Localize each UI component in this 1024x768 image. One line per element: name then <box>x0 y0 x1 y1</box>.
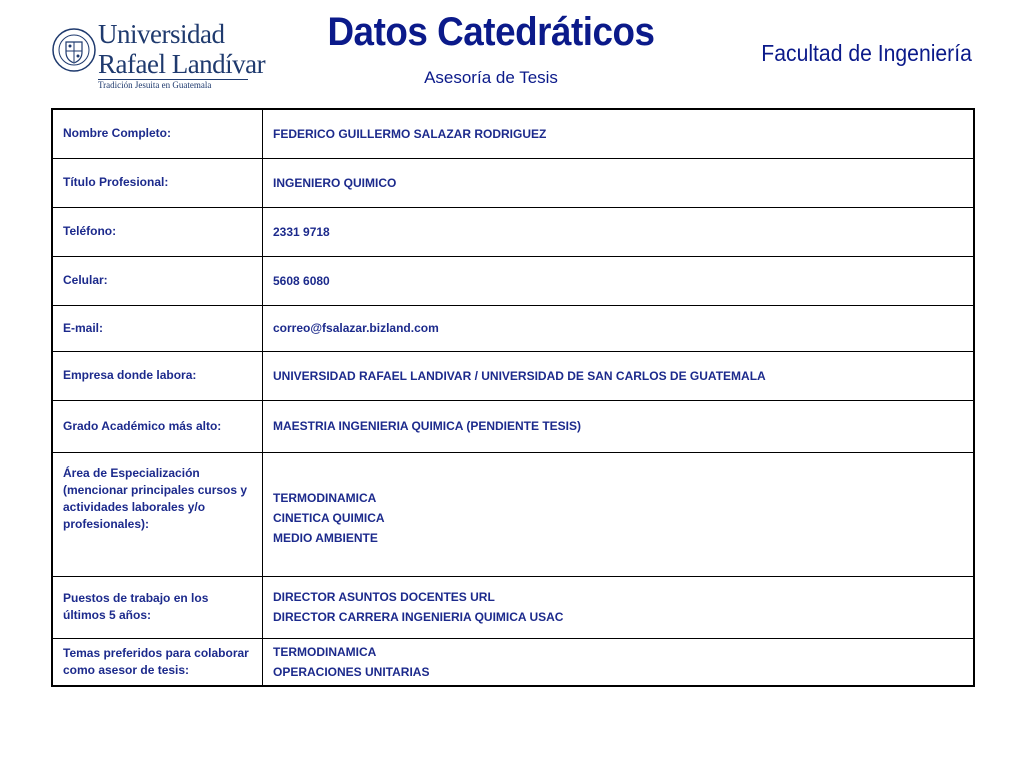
table-row <box>52 576 974 638</box>
row-value: TERMODINAMICA OPERACIONES UNITARIAS <box>263 638 975 686</box>
university-seal-icon <box>52 20 96 80</box>
row-value: FEDERICO GUILLERMO SALAZAR RODRIGUEZ <box>263 109 975 158</box>
row-value: 2331 9718 <box>263 207 975 256</box>
row-label: Celular: <box>52 256 263 305</box>
row-label: Puestos de trabajo en los últimos 5 años: <box>52 576 263 638</box>
faculty-name: Facultad de Ingeniería <box>761 40 972 66</box>
professor-data-table <box>51 108 975 687</box>
logo-tagline: Tradición Jesuita en Guatemala <box>98 80 212 90</box>
row-label: Nombre Completo: <box>52 109 263 158</box>
row-label: E-mail: <box>52 305 263 351</box>
table-row <box>52 305 974 351</box>
logo-line-1: Universidad <box>98 19 225 49</box>
page-title: Datos Catedráticos <box>327 10 655 54</box>
table-row <box>52 207 974 256</box>
university-logo <box>52 18 266 92</box>
row-value: UNIVERSIDAD RAFAEL LANDIVAR / UNIVERSIDAD DE SAN CARLOS DE GUATEMALA <box>263 351 975 400</box>
page-subtitle: Asesoría de Tesis <box>424 68 558 87</box>
row-value: MAESTRIA INGENIERIA QUIMICA (PENDIENTE TESIS) <box>263 400 975 452</box>
table-row <box>52 158 974 207</box>
row-value: 5608 6080 <box>263 256 975 305</box>
table-row <box>52 452 974 576</box>
row-label: Título Profesional: <box>52 158 263 207</box>
table-row <box>52 400 974 452</box>
row-label: Grado Académico más alto: <box>52 400 263 452</box>
row-label: Área de Especialización (mencionar principales cursos y actividades laborales y/o profesionales): <box>52 452 263 576</box>
row-value: TERMODINAMICA CINETICA QUIMICA MEDIO AMBIENTE <box>263 452 975 576</box>
row-value: correo@fsalazar.bizland.com <box>263 305 975 351</box>
row-label: Temas preferidos para colaborar como asesor de tesis: <box>52 638 263 686</box>
row-label: Teléfono: <box>52 207 263 256</box>
row-value: INGENIERO QUIMICO <box>263 158 975 207</box>
table-row <box>52 109 974 158</box>
table-row <box>52 351 974 400</box>
table-row <box>52 638 974 686</box>
row-label: Empresa donde labora: <box>52 351 263 400</box>
row-value: DIRECTOR ASUNTOS DOCENTES URL DIRECTOR CARRERA INGENIERIA QUIMICA USAC <box>263 576 975 638</box>
table-row <box>52 256 974 305</box>
logo-line-2: Rafael Landívar <box>98 49 266 79</box>
